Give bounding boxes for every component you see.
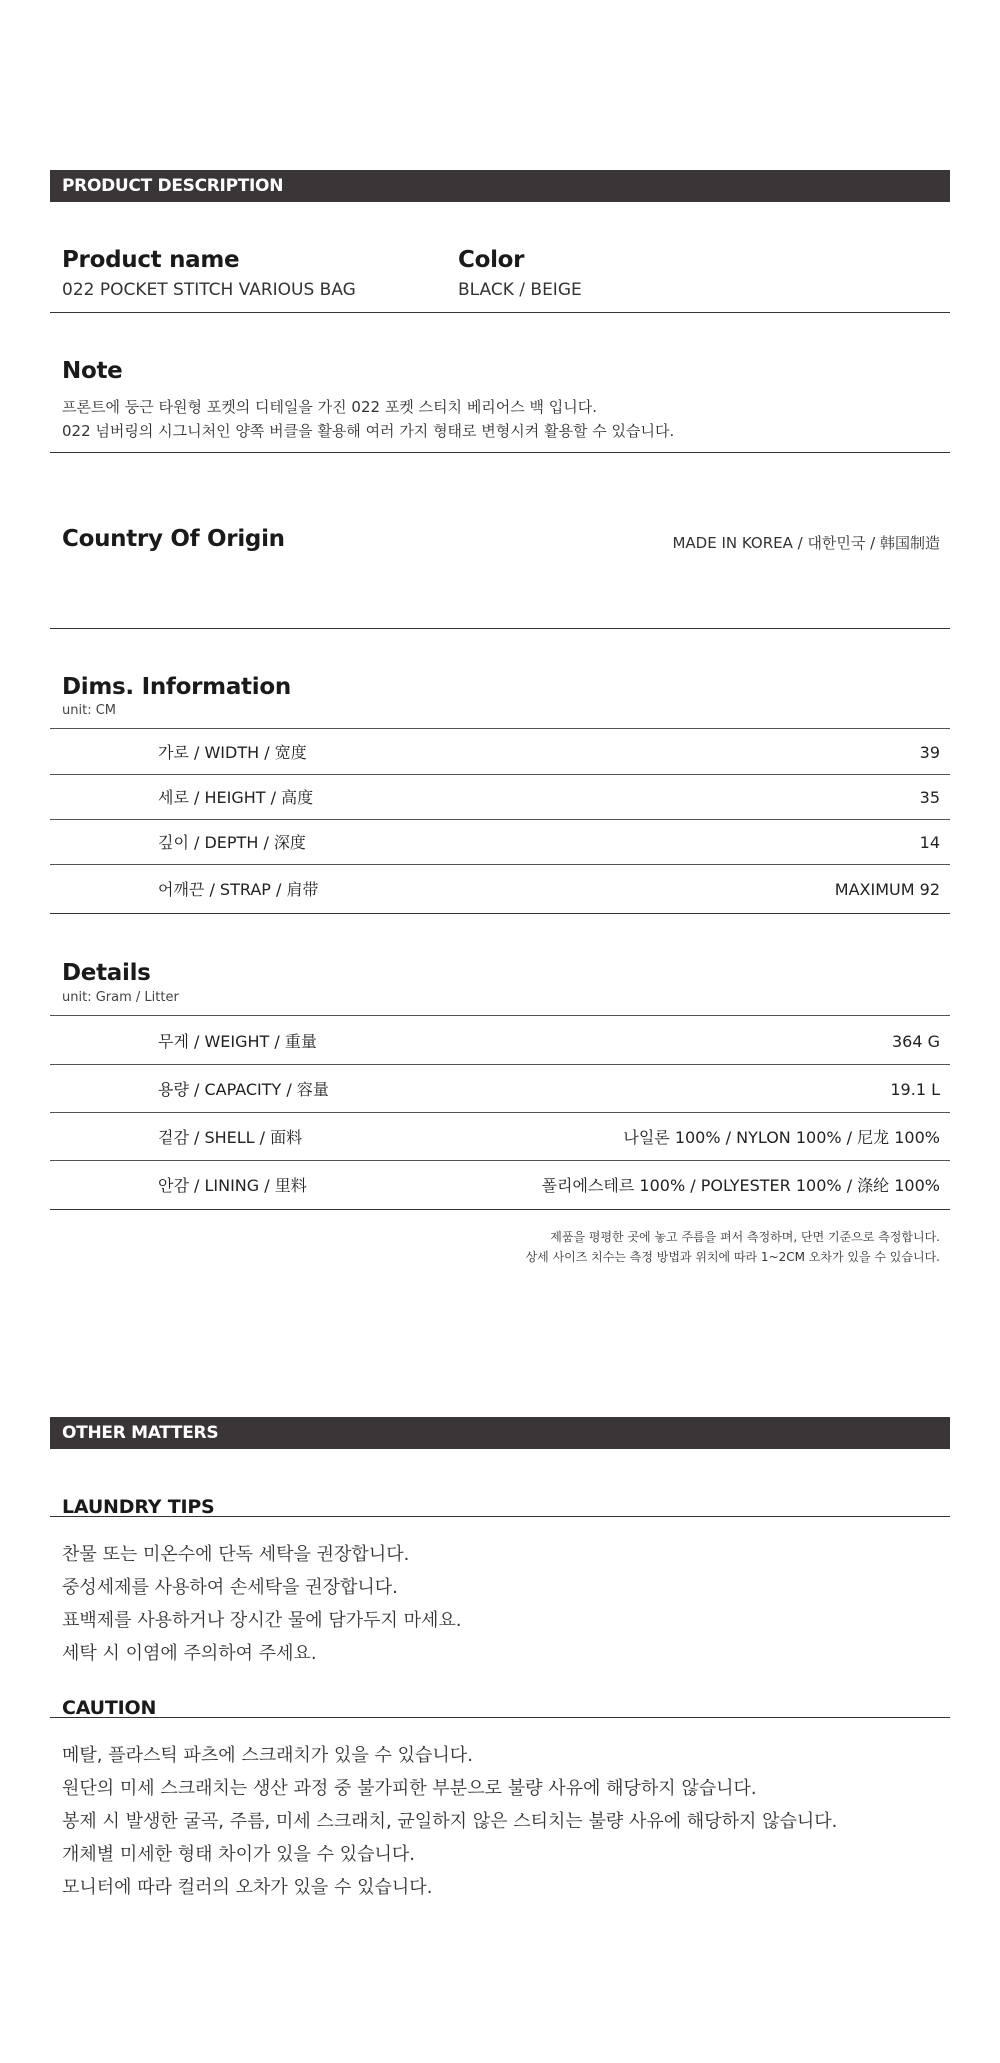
details-row-label: 겉감 / SHELL / 面料	[158, 1128, 303, 1147]
details-row-weight	[50, 1018, 950, 1065]
dims-row-label: 세로 / HEIGHT / 高度	[158, 788, 314, 807]
dims-row-value: 35	[919, 788, 940, 807]
laundry-tips-title: LAUNDRY TIPS	[62, 1496, 215, 1518]
divider	[50, 1717, 950, 1718]
dims-row-label: 가로 / WIDTH / 宽度	[158, 743, 307, 762]
dims-row-label: 깊이 / DEPTH / 深度	[158, 833, 306, 852]
details-row-shell	[50, 1114, 950, 1161]
details-unit: unit: Gram / Litter	[62, 990, 179, 1005]
origin-label: Country Of Origin	[62, 526, 285, 552]
product-description-header-label: PRODUCT DESCRIPTION	[62, 176, 284, 196]
footnote-line: 상세 사이즈 치수는 측정 방법과 위치에 따라 1~2CM 오차가 있을 수 있습니다.	[525, 1250, 940, 1264]
caution-line: 원단의 미세 스크래치는 생산 과정 중 불가피한 부분으로 불량 사유에 해당하지 않습니다.	[62, 1778, 757, 1799]
laundry-tips-text	[62, 1538, 461, 1670]
color-label: Color	[458, 247, 525, 273]
details-row-label: 무게 / WEIGHT / 重量	[158, 1032, 317, 1051]
details-row-label: 용량 / CAPACITY / 容量	[158, 1080, 329, 1099]
divider	[50, 312, 950, 313]
note-label: Note	[62, 358, 123, 384]
laundry-line: 표백제를 사용하거나 장시간 물에 담가두지 마세요.	[62, 1610, 462, 1631]
caution-text	[62, 1739, 837, 1904]
divider	[50, 913, 950, 914]
dims-title: Dims. Information	[62, 674, 291, 700]
dims-row-depth	[50, 821, 950, 865]
details-row-label: 안감 / LINING / 里料	[158, 1176, 307, 1195]
dims-row-width	[50, 731, 950, 775]
details-row-value: 364 G	[891, 1032, 940, 1051]
dims-unit: unit: CM	[62, 703, 116, 718]
origin-value: MADE IN KOREA / 대한민국 / 韩国制造	[672, 534, 940, 552]
divider	[50, 452, 950, 453]
details-row-value: 19.1 L	[890, 1080, 940, 1099]
divider	[50, 628, 950, 629]
laundry-line: 중성세제를 사용하여 손세탁을 권장합니다.	[62, 1577, 398, 1598]
other-matters-header	[50, 1417, 950, 1449]
product-description-header	[50, 170, 950, 202]
divider	[50, 1516, 950, 1517]
caution-line: 봉제 시 발생한 굴곡, 주름, 미세 스크래치, 균일하지 않은 스티치는 불량 사유에 해당하지 않습니다.	[62, 1811, 838, 1832]
details-row-capacity	[50, 1066, 950, 1113]
other-matters-header-label: OTHER MATTERS	[62, 1423, 219, 1443]
divider	[50, 1209, 950, 1210]
product-name-label: Product name	[62, 247, 240, 273]
dims-row-height	[50, 776, 950, 820]
measurement-footnote	[526, 1227, 940, 1267]
divider	[50, 728, 950, 729]
details-row-value: 폴리에스테르 100% / POLYESTER 100% / 涤纶 100%	[541, 1176, 940, 1195]
dims-row-value: 14	[919, 833, 940, 852]
dims-row-label: 어깨끈 / STRAP / 肩带	[158, 880, 319, 899]
laundry-line: 세탁 시 이염에 주의하여 주세요.	[62, 1643, 317, 1664]
details-row-lining	[50, 1162, 950, 1210]
dims-row-value: MAXIMUM 92	[834, 880, 940, 899]
details-title: Details	[62, 960, 151, 986]
dims-row-value: 39	[919, 743, 940, 762]
color-value: BLACK / BEIGE	[458, 280, 582, 300]
divider	[50, 1015, 950, 1016]
details-row-value: 나일론 100% / NYLON 100% / 尼龙 100%	[623, 1128, 940, 1147]
laundry-line: 찬물 또는 미온수에 단독 세탁을 권장합니다.	[62, 1544, 410, 1565]
dims-row-strap	[50, 866, 950, 914]
caution-line: 모니터에 따라 컬러의 오차가 있을 수 있습니다.	[62, 1877, 433, 1898]
product-name-value: 022 POCKET STITCH VARIOUS BAG	[62, 280, 356, 300]
footnote-line: 제품을 평평한 곳에 놓고 주름을 펴서 측정하며, 단면 기준으로 측정합니다.	[550, 1230, 940, 1244]
note-line: 022 넘버링의 시그니처인 양쪽 버클을 활용해 여러 가지 형태로 변형시켜 활용할 수 있습니다.	[62, 422, 675, 440]
note-line: 프론트에 둥근 타원형 포켓의 디테일을 가진 022 포켓 스티치 베리어스 백 입니다.	[62, 398, 598, 416]
caution-line: 메탈, 플라스틱 파츠에 스크래치가 있을 수 있습니다.	[62, 1745, 473, 1766]
caution-line: 개체별 미세한 형태 차이가 있을 수 있습니다.	[62, 1844, 416, 1865]
caution-title: CAUTION	[62, 1697, 157, 1719]
note-text	[62, 395, 674, 443]
